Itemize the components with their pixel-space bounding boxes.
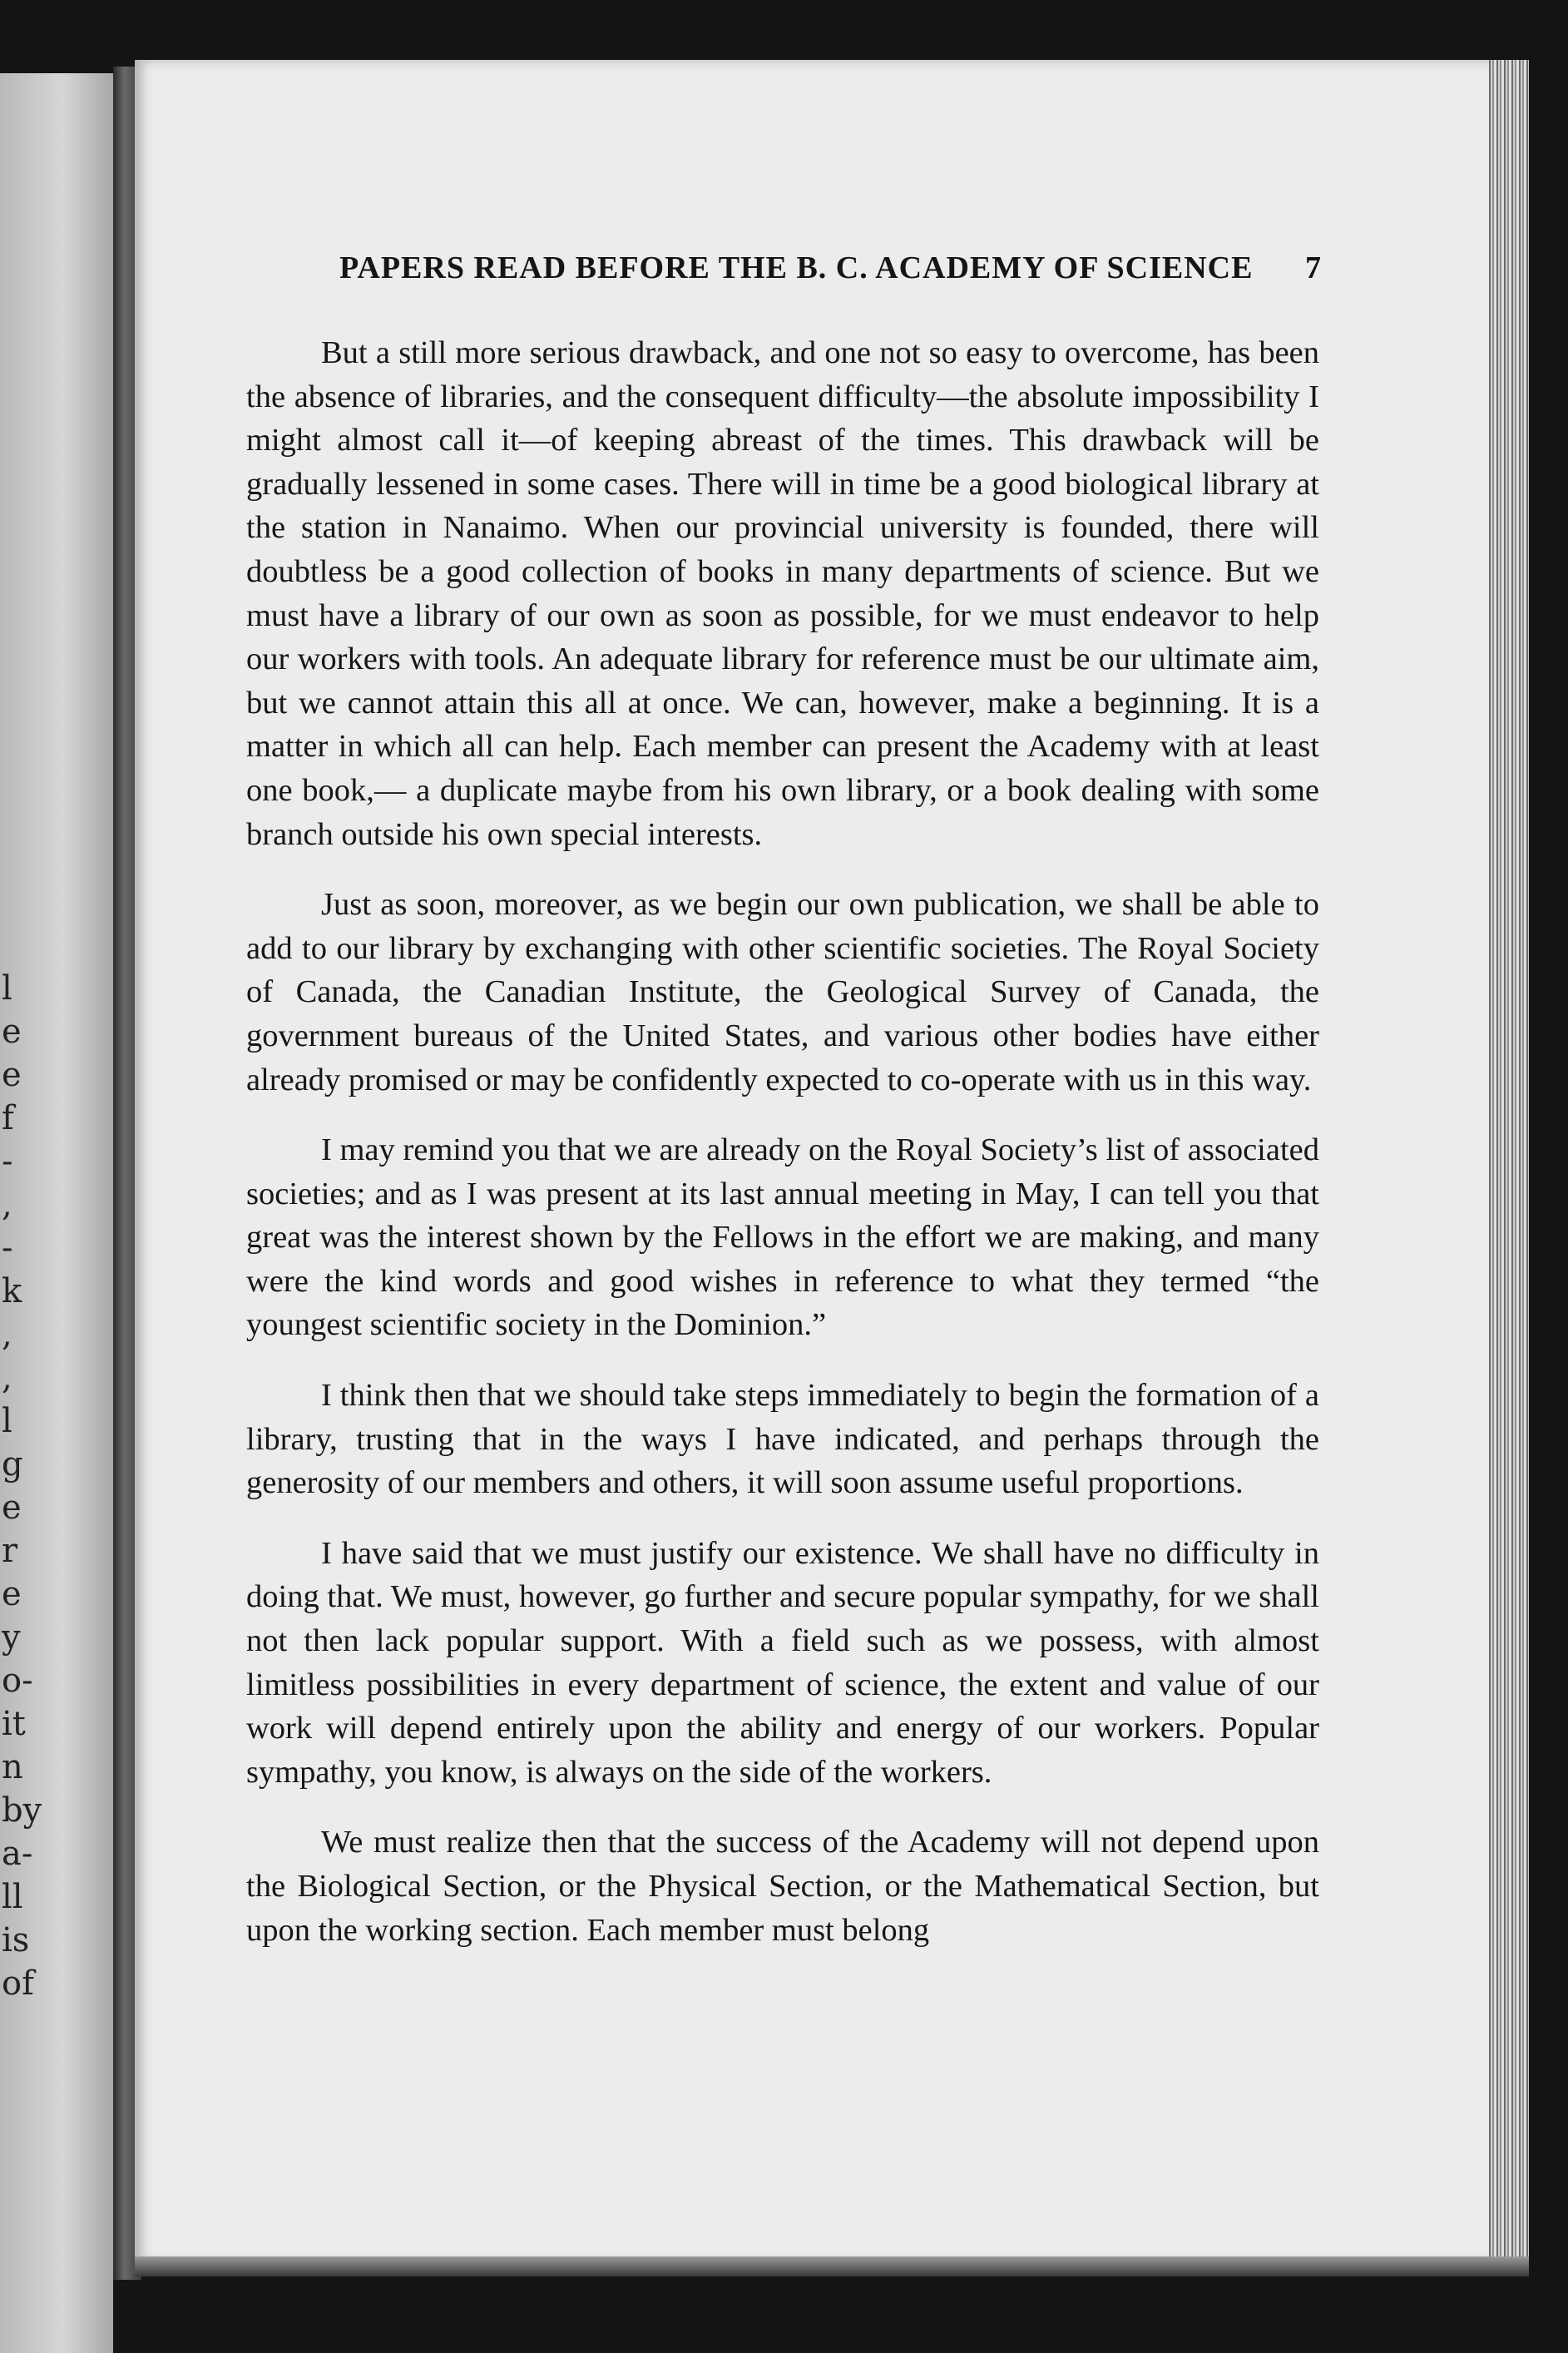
margin-fragment: -: [2, 1229, 13, 1267]
body-text: [246, 331, 1319, 1952]
margin-fragment: of: [2, 1964, 34, 2003]
margin-fragment: ,: [2, 1186, 12, 1224]
page-stack-edge: [1489, 60, 1529, 2263]
page-number: 7: [1305, 250, 1321, 285]
margin-fragment: f: [2, 1099, 14, 1137]
margin-fragment: k: [2, 1272, 22, 1310]
margin-fragment: is: [2, 1921, 30, 1959]
paragraph: We must realize then that the success of the Academy will not depend upon the Biological Section, or the Physical Section, or the Mathematical Section, but upon the working section. Each member must belong: [246, 1825, 1319, 1948]
margin-fragment: r: [2, 1532, 18, 1570]
previous-page-edge: [0, 73, 113, 2353]
paragraph: Just as soon, moreover, as we begin our own publication, we shall be able to add to our library by exchanging with other scientific societies. The Royal Society of Canada, the Canadian Institute, the Geological Survey of Canada, the government bureaus of the United States, and various other bodies have either already promised or may be confidently expected to co-operate with us in this way.: [246, 887, 1319, 1097]
running-title: PAPERS READ BEFORE THE B. C. ACADEMY OF SCIENCE: [339, 250, 1254, 285]
paragraph: I have said that we must justify our existence. We shall have no difficulty in doing that. We must, however, go further and secure popular sympathy, for we shall not then lack popular support. With a field such as we possess, with almost limitless possibilities in every department of science, the extent and value of our work will depend entirely upon the ability and energy of our workers. Popular sympathy, you know, is always on the side of the workers.: [246, 1535, 1319, 1790]
margin-fragment: ,: [2, 1359, 12, 1397]
margin-fragment: ll: [2, 1878, 23, 1916]
margin-fragment: a-: [2, 1835, 33, 1873]
paragraph: I may remind you that we are already on the Royal Society’s list of associated societies; and as I was present at its last annual meeting in May, I can tell you that great was the interest shown by the Fellows in the effort we are making, and many were the kind words and good wishes in reference to what they termed “the youngest scientific society in the Dominion.”: [246, 1132, 1319, 1343]
previous-page-margin-text: [2, 73, 42, 2353]
margin-fragment: y: [2, 1618, 21, 1657]
margin-fragment: e: [2, 1489, 22, 1527]
margin-fragment: ,: [2, 1315, 12, 1354]
margin-fragment: -: [2, 1142, 13, 1181]
page-header: [339, 250, 1321, 296]
paragraph: But a still more serious drawback, and one not so easy to overcome, has been the absence of libraries, and the consequent difficulty—the absolute impossibility I might almost call it—of keeping abreast of the times. This drawback will be gradually lessened in some cases. There will in time be a good biological library at the station in Nanaimo. When our provincial university is founded, there will doubtless be a good collection of books in many departments of science. But we must have a library of our own as soon as possible, for we must endeavor to help our workers with tools. An adequate library for reference must be our ultimate aim, but we cannot attain this all at once. We can, however, make a beginning. It is a matter in which all can help. Each member can present the Academy with at least one book,— a duplicate maybe from his own library, or a book dealing with some branch outside his own special interests.: [246, 335, 1319, 852]
margin-fragment: l: [2, 969, 12, 1008]
margin-fragment: o-: [2, 1662, 33, 1700]
margin-fragment: e: [2, 1575, 22, 1613]
paragraph: I think then that we should take steps immediately to begin the formation of a library, trusting that in the ways I have indicated, and perhaps through the generosity of our members and others, it will soon assume useful proportions.: [246, 1378, 1319, 1501]
margin-fragment: by: [2, 1791, 42, 1830]
margin-fragment: it: [2, 1705, 26, 1743]
margin-fragment: n: [2, 1748, 23, 1786]
page-bottom-edge: [135, 2256, 1529, 2276]
margin-fragment: l: [2, 1402, 12, 1440]
margin-fragment: g: [2, 1445, 23, 1484]
margin-fragment: e: [2, 1013, 22, 1051]
margin-fragment: e: [2, 1056, 22, 1094]
